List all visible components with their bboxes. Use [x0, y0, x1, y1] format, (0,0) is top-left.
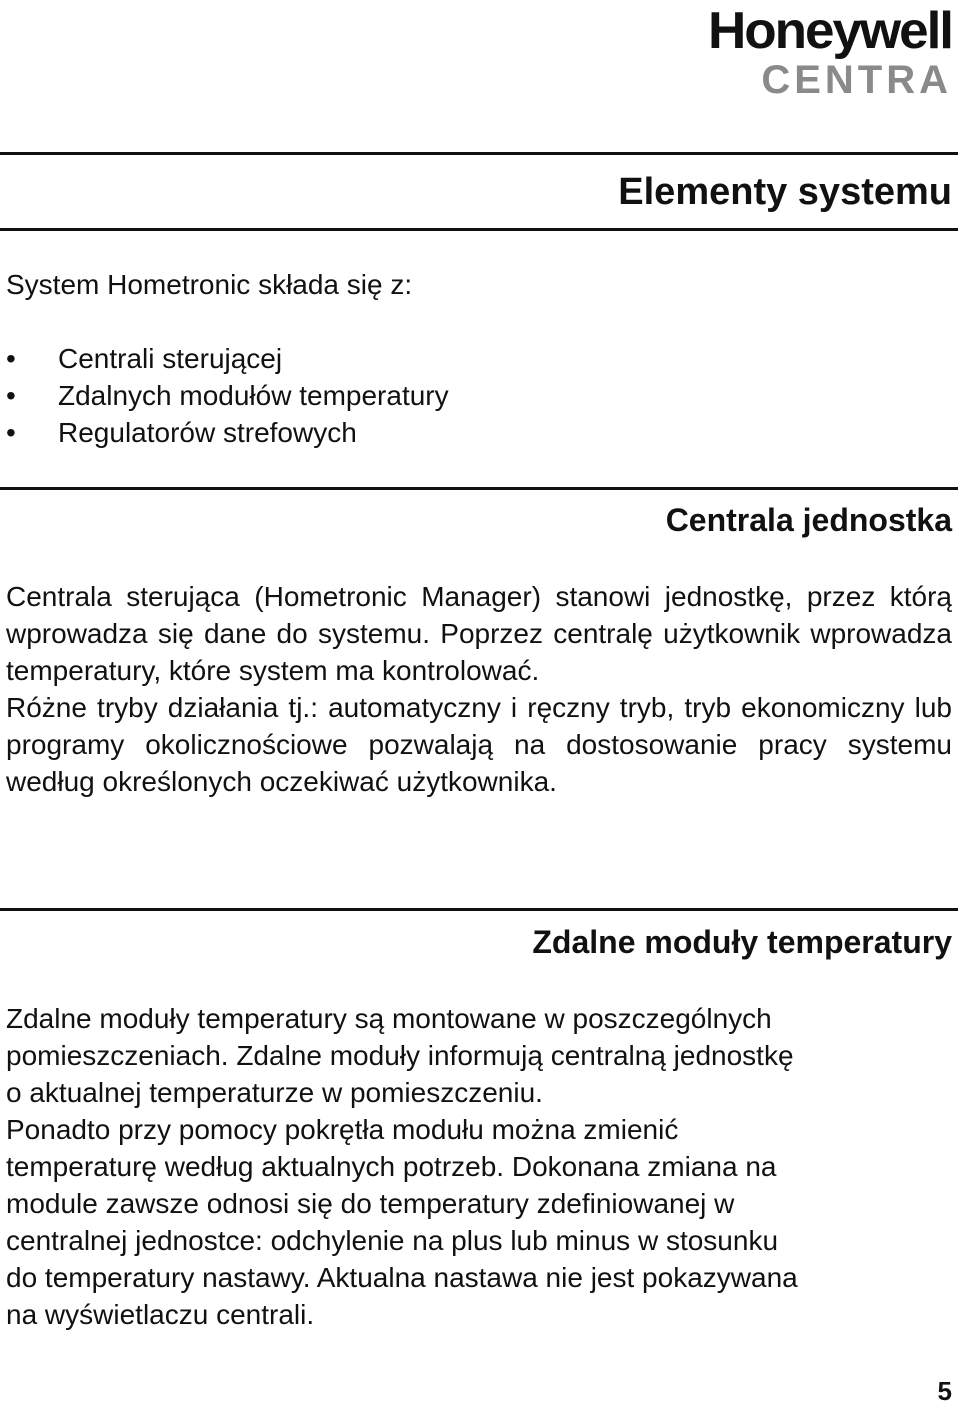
- brand-logo: [672, 2, 952, 102]
- list-item: • Centrali sterującej: [6, 340, 449, 377]
- section-heading-central: Centrala jednostka: [665, 502, 952, 538]
- page-number: 5: [937, 1376, 952, 1406]
- modules-line: do temperatury nastawy. Aktualna nastawa nie jest pokazywana: [6, 1262, 798, 1293]
- page-title: Elementy systemu: [618, 171, 952, 213]
- modules-line: module zawsze odnosi się do temperatury zdefiniowanej w: [6, 1188, 735, 1219]
- central-paragraph: [6, 578, 952, 800]
- modules-line: pomieszczeniach. Zdalne moduły informują centralną jednostkę: [6, 1040, 794, 1071]
- divider-top: [0, 152, 958, 155]
- modules-paragraph: [6, 1000, 952, 1333]
- intro-text: System Hometronic składa się z:: [6, 269, 413, 300]
- components-list: [6, 340, 449, 451]
- central-paragraph-1: Centrala sterująca (Hometronic Manager) stanowi jednostkę, przez którą wprowadza się dane do systemu. Poprzez centralę użytkownik wprowadza temperatury, które system ma kontrolować.: [6, 581, 952, 686]
- modules-line: na wyświetlaczu centrali.: [6, 1299, 315, 1330]
- modules-line: o aktualnej temperaturze w pomieszczeniu.: [6, 1077, 543, 1108]
- brand-product: CENTRA: [761, 58, 952, 102]
- section-heading-modules: Zdalne moduły temperatury: [532, 924, 952, 960]
- divider-modules: [0, 908, 958, 911]
- list-item: • Zdalnych modułów temperatury: [6, 377, 449, 414]
- modules-line: Zdalne moduły temperatury są montowane w poszczególnych: [6, 1003, 772, 1034]
- brand-name: Honeywell: [708, 2, 952, 60]
- list-item: • Regulatorów strefowych: [6, 414, 449, 451]
- modules-line: temperaturę według aktualnych potrzeb. Dokonana zmiana na: [6, 1151, 777, 1182]
- modules-line: centralnej jednostce: odchylenie na plus lub minus w stosunku: [6, 1225, 779, 1256]
- central-paragraph-2: Różne tryby działania tj.: automatyczny i ręczny tryb, tryb ekonomiczny lub programy okolicznościowe pozwalają na dostosowanie pracy systemu według określonych oczekiwać użytkownika.: [6, 692, 952, 797]
- modules-line: Ponadto przy pomocy pokrętła modułu można zmienić: [6, 1114, 679, 1145]
- divider-central: [0, 487, 958, 490]
- divider-title: [0, 228, 958, 231]
